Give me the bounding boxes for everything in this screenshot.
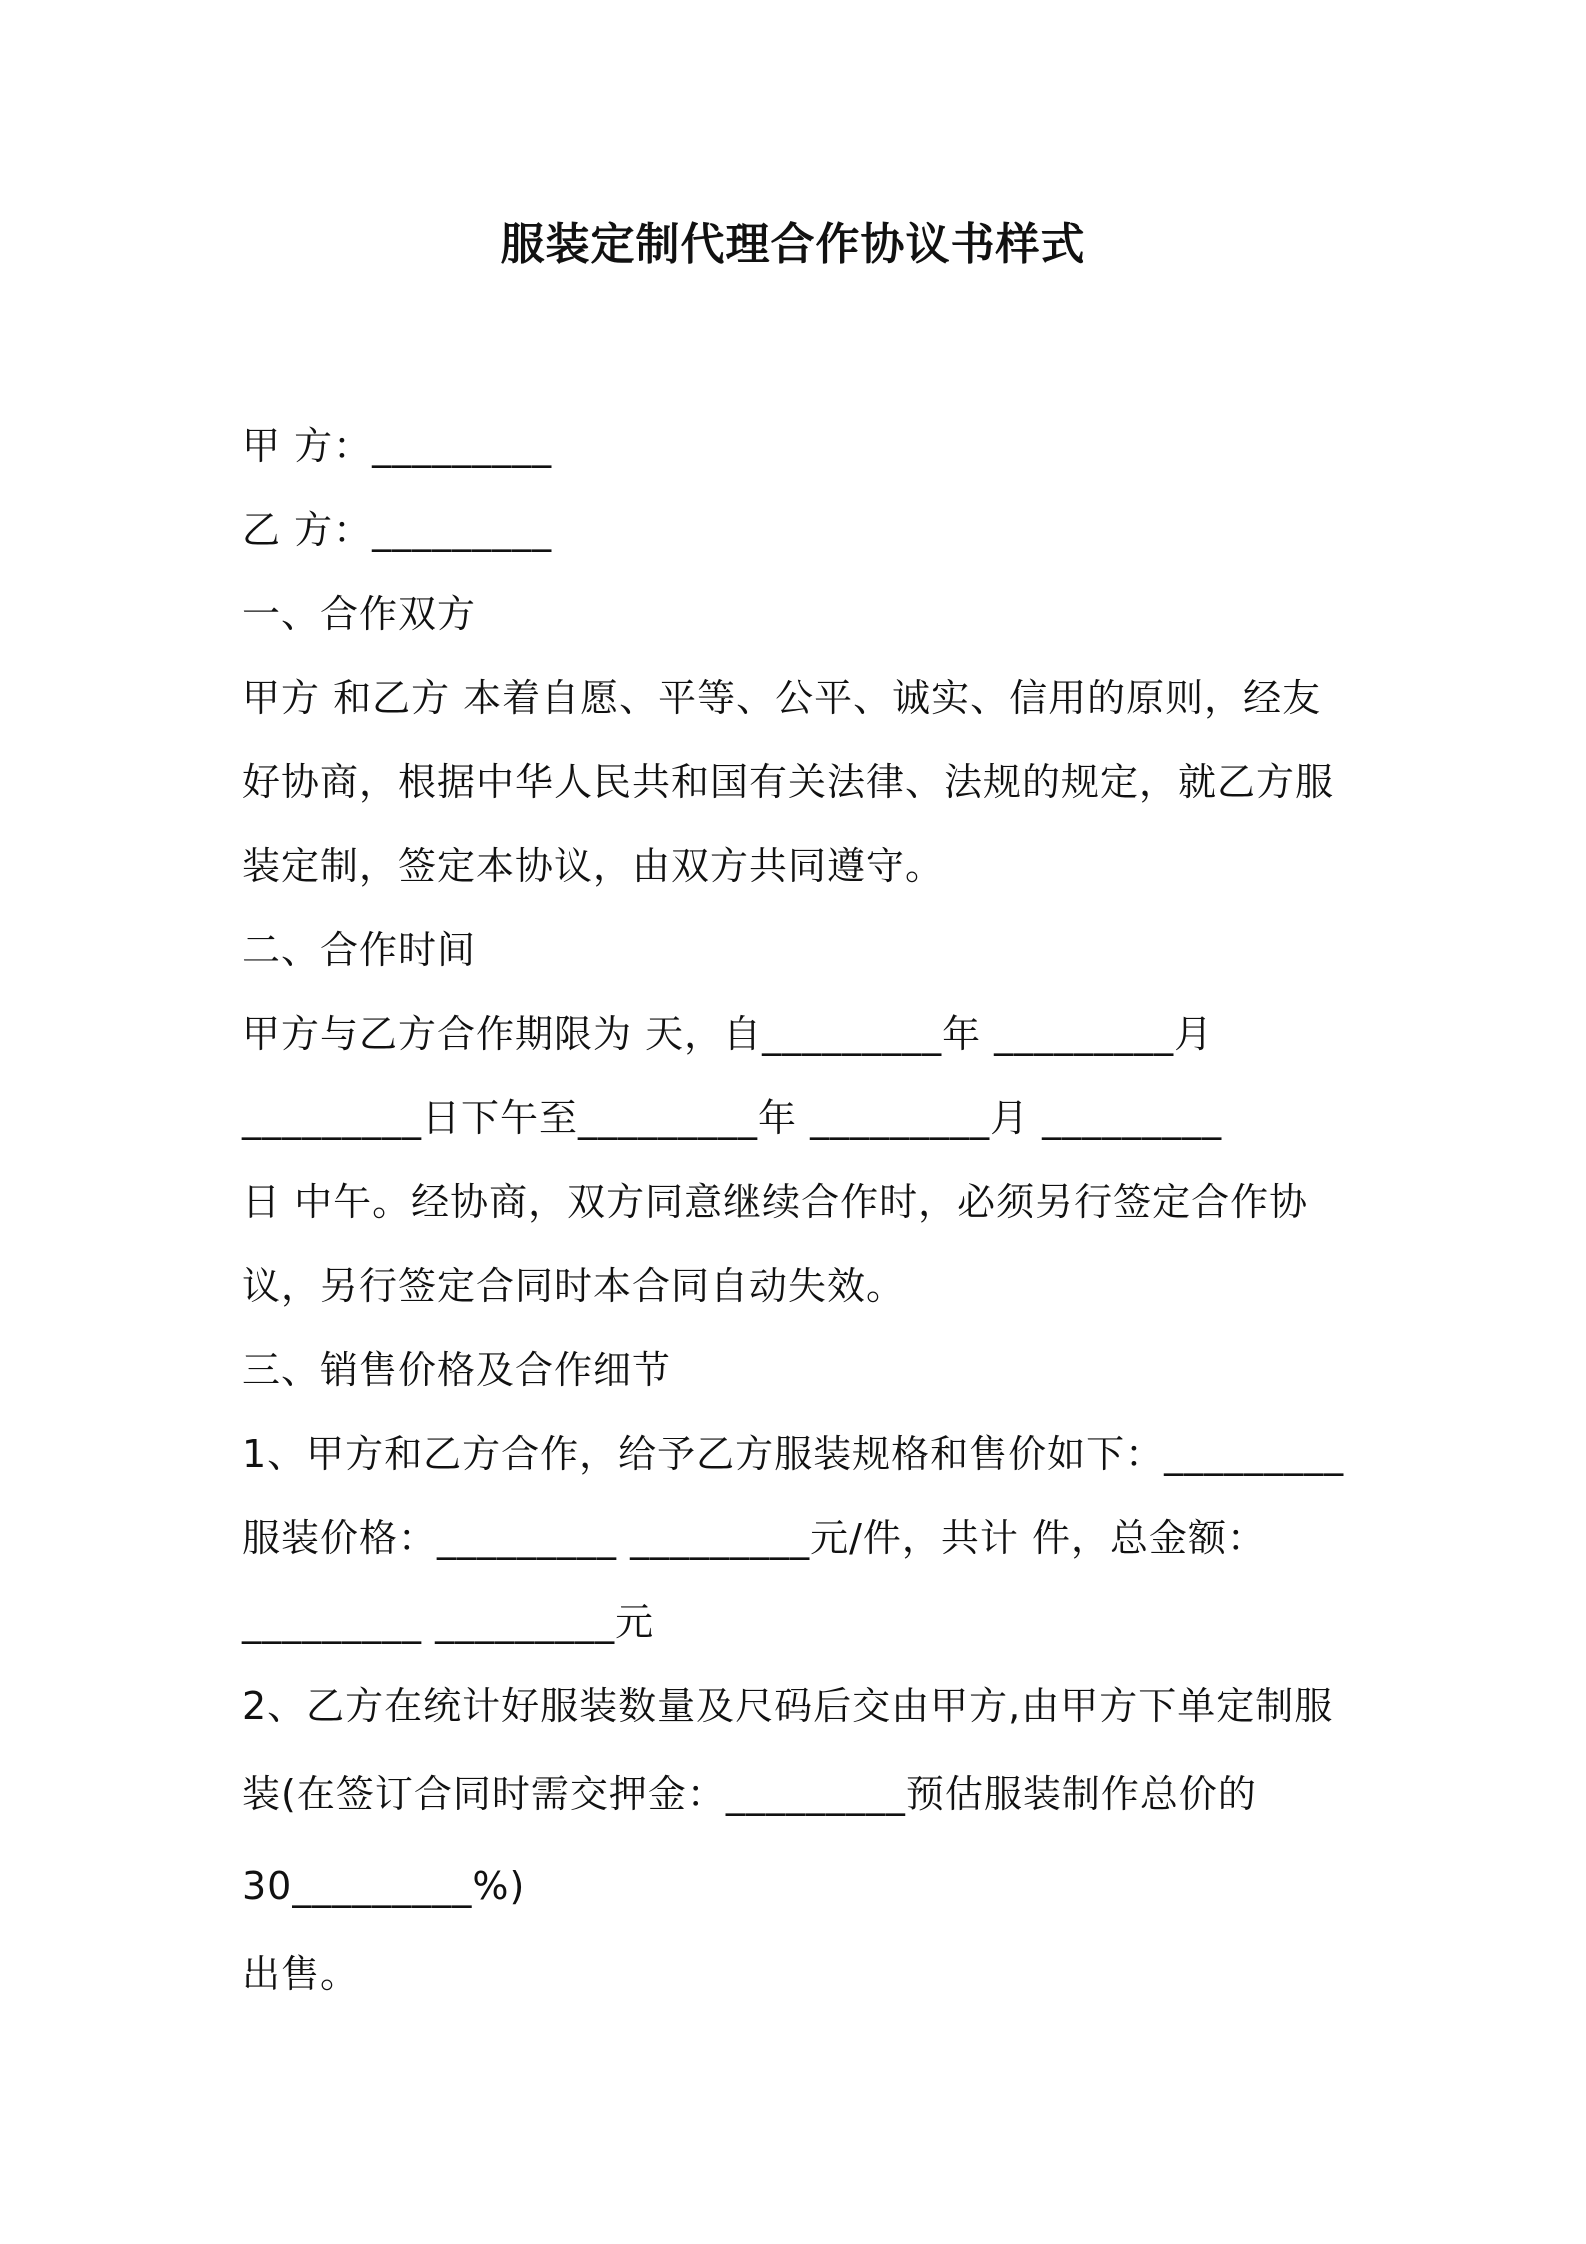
paragraph-line: 甲方 和乙方 本着自愿、平等、公平、诚实、信用的原则，经友 [242, 676, 1322, 720]
paragraph-line: 装(在签订合同时需交押金：_________预估服装制作总价的 [242, 1772, 1257, 1816]
section-heading-2: 二、合作时间 [242, 928, 477, 972]
paragraph-line: 30_________%) [242, 1864, 526, 1908]
paragraph-line: 甲方与乙方合作期限为 天，自_________年 _________月 [242, 1012, 1214, 1056]
paragraph-line: 装定制，签定本协议，由双方共同遵守。 [242, 844, 945, 888]
document-title: 服装定制代理合作协议书样式 [500, 219, 1086, 270]
section-heading-3: 三、销售价格及合作细节 [242, 1348, 672, 1392]
section-heading-1: 一、合作双方 [242, 592, 477, 636]
party-a-line: 甲 方：_________ [242, 424, 553, 468]
paragraph-line: 1、甲方和乙方合作，给予乙方服装规格和售价如下：_________ [242, 1432, 1345, 1476]
paragraph-line: _________ _________元 [242, 1600, 655, 1644]
paragraph-line: 2、乙方在统计好服装数量及尺码后交由甲方,由甲方下单定制服 [242, 1684, 1334, 1728]
paragraph-line: 议，另行签定合同时本合同自动失效。 [242, 1264, 906, 1308]
paragraph-line: 好协商，根据中华人民共和国有关法律、法规的规定，就乙方服 [242, 760, 1335, 804]
paragraph-line: 服装价格：_________ _________元/件，共计 件，总金额： [242, 1516, 1266, 1560]
paragraph-line: _________日下午至_________年 _________月 _________ [242, 1096, 1223, 1140]
paragraph-line: 日 中午。经协商，双方同意继续合作时，必须另行签定合作协 [242, 1180, 1309, 1224]
document-body [242, 404, 1352, 2016]
party-b-line: 乙 方：_________ [242, 508, 553, 552]
paragraph-line: 出售。 [242, 1952, 360, 1996]
